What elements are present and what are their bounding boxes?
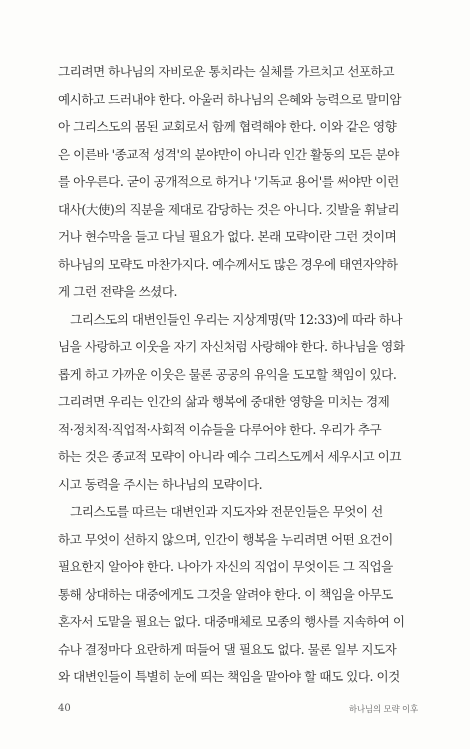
running-title: 하나님의 모략 이후 xyxy=(348,705,418,715)
text-line: 님을 사랑하고 이웃을 자기 자신처럼 사랑해야 한다. 하나님을 영화 xyxy=(58,339,405,354)
text-line: 예시하고 드러내야 한다. 아울러 하나님의 은혜와 능력으로 말미암 xyxy=(58,91,401,107)
text-line: 적·정치적·직업적·사회적 이슈들을 다루어야 한다. 우리가 추구 xyxy=(58,421,382,437)
text-line: 그리스도를 따르는 대변인과 지도자와 전문인들은 무엇이 선 xyxy=(58,504,383,519)
text-line: 게 그런 전략을 쓰셨다. xyxy=(58,284,178,299)
body-text xyxy=(58,58,416,691)
text-line: 시고 동력을 주시는 하나님의 모략이다. xyxy=(58,476,263,492)
text-line: 거나 현수막을 들고 다닐 필요가 없다. 본래 모략이란 그런 것이며 xyxy=(58,229,397,244)
text-line: 하고 무엇이 선하지 않으며, 인간이 행복을 누리려면 어떤 요건이 xyxy=(58,531,393,547)
text-line: 통해 상대하는 대중에게도 그것을 알려야 한다. 이 책임을 아무도 xyxy=(58,586,393,602)
text-line: 를 아우른다. 굳이 공개적으로 하거나 '기독교 용어'를 써야만 이런 xyxy=(58,174,399,189)
text-line: 그리려면 하나님의 자비로운 통치라는 실체를 가르치고 선포하고 xyxy=(58,64,394,79)
text-line: 혼자서 도맡을 필요는 없다. 대중매체로 모종의 행사를 지속하여 이 xyxy=(58,614,405,629)
text-line: 아 그리스도의 몸된 교회로서 함께 협력해야 한다. 이와 같은 영향 xyxy=(58,119,397,134)
text-line: 은 이른바 '종교적 성격'의 분야만이 아니라 인간 활동의 모든 분야 xyxy=(58,146,399,162)
text-line: 와 대변인들이 특별히 눈에 띄는 책임을 맡아야 할 때도 있다. 이것 xyxy=(58,669,400,684)
text-line: 슈나 결정마다 요란하게 떠들어 댈 필요도 없다. 물론 일부 지도자 xyxy=(58,641,397,657)
text-line: 롭게 하고 가까운 이웃은 물론 공공의 유익을 도모할 책임이 있다. xyxy=(58,366,397,382)
text-line: 필요한지 알아야 한다. 나아가 자신의 직업이 무엇이든 그 직업을 xyxy=(58,559,393,574)
page-number: 40 xyxy=(58,703,71,714)
text-line: 대사(大使)의 직분을 제대로 감당하는 것은 아니다. 깃발을 휘날리 xyxy=(58,201,400,217)
text-line: 하는 것은 종교적 모략이 아니라 예수 그리스도께서 세우시고 이끄 xyxy=(58,449,401,464)
text-line: 그리스도의 대변인들인 우리는 지상계명(막 12:33)에 따라 하나 xyxy=(58,311,403,327)
text-line: 하나님의 모략도 마찬가지다. 예수께서도 많은 경우에 태연자약하 xyxy=(58,256,398,272)
text-line: 그리려면 우리는 인간의 삶과 행복에 중대한 영향을 미치는 경제 xyxy=(58,394,390,409)
